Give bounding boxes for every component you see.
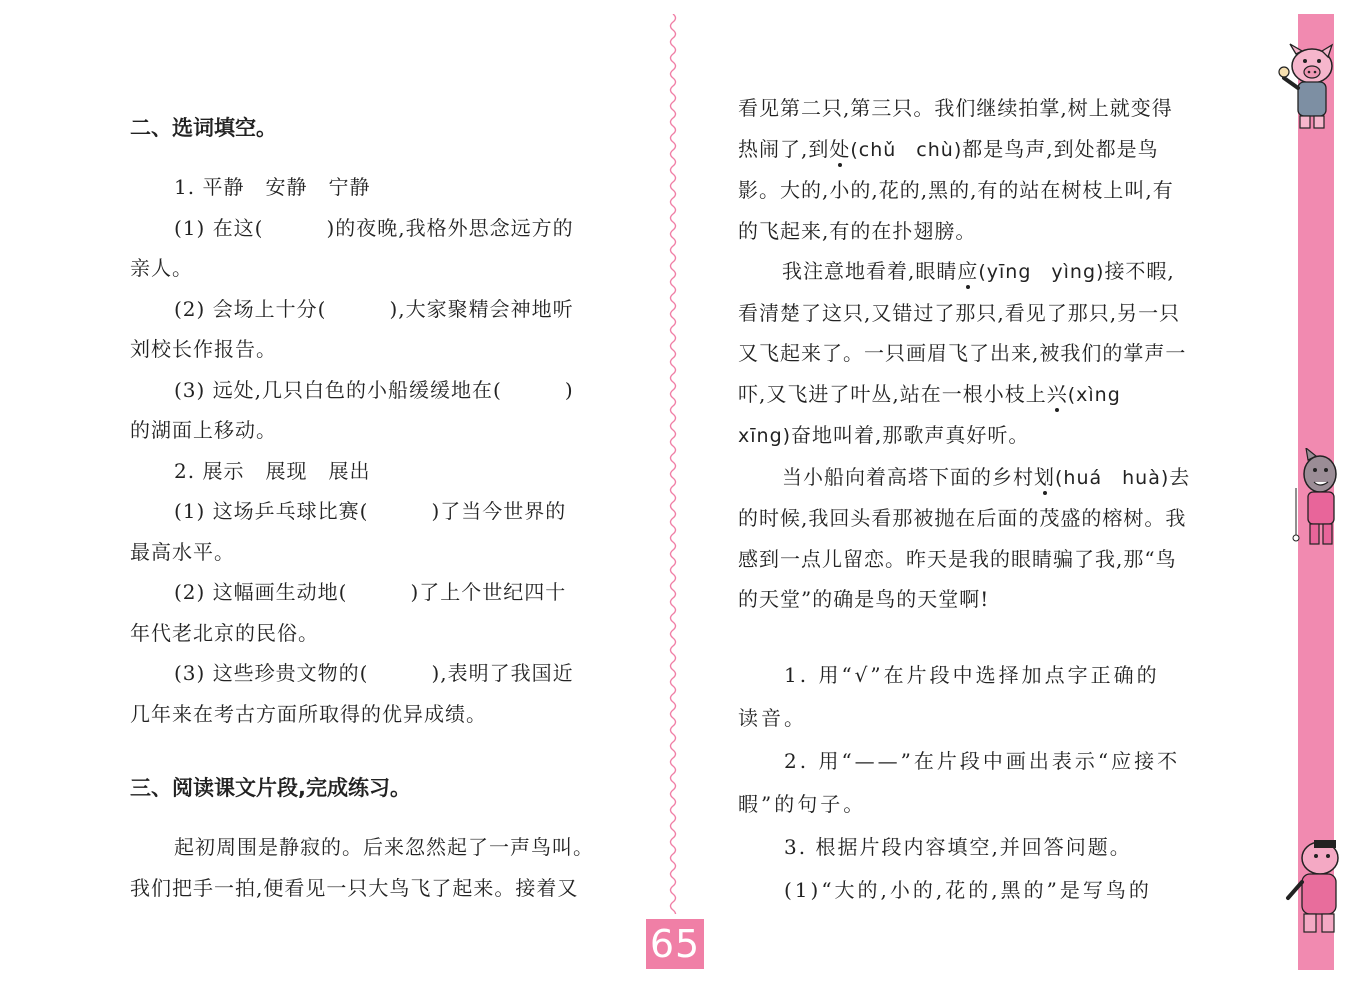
right-page <box>690 0 1350 984</box>
word-group-1: 1. 平静 安静 宁静 <box>174 175 371 199</box>
left-page <box>0 0 660 984</box>
passage-line: 影。大的,小的,花的,黑的,有的站在树枝上叫,有 <box>738 178 1174 202</box>
passage-line: 又飞起来了。一只画眉飞了出来,被我们的掌声一 <box>738 341 1187 365</box>
dotted-char: 划 <box>1034 464 1055 489</box>
dotted-char: 处 <box>829 136 851 161</box>
passage-line: 感到一点儿留恋。昨天是我的眼睛骗了我,那“鸟 <box>738 546 1177 571</box>
passage-line: 起初周围是静寂的。后来忽然起了一声鸟叫。 <box>174 835 594 859</box>
passage-line: 吓,又飞进了叶丛,站在一根小枝上兴(xìng <box>738 381 1121 406</box>
question-line: 刘校长作报告。 <box>130 337 277 361</box>
wolf-mascot-icon <box>1286 448 1344 552</box>
pinyin-options: (yīng yìng) <box>978 261 1105 283</box>
center-wavy-divider <box>666 14 680 914</box>
passage-line: 的天堂”的确是鸟的天堂啊! <box>738 587 990 611</box>
passage-line: 我们把手一拍,便看见一只大鸟飞了起来。接着又 <box>130 875 579 900</box>
question-line: 的湖面上移动。 <box>130 418 277 442</box>
passage-line: 的时候,我回头看那被抛在后面的茂盛的榕树。我 <box>738 506 1187 530</box>
passage-start <box>130 827 594 908</box>
section-3-title: 三、阅读课文片段,完成练习。 <box>130 776 411 800</box>
passage-line: 看清楚了这只,又错过了那只,看见了那只,另一只 <box>738 300 1181 325</box>
exercise-block-1 <box>130 167 574 734</box>
question-line: (2) 会场上十分( ),大家聚精会神地听 <box>174 296 574 321</box>
exercise-item: (1)“大的,小的,花的,黑的”是写鸟的 <box>784 878 1152 902</box>
pinyin-options: (xìng <box>1067 383 1121 406</box>
question-line: (1) 这场乒乓球比赛( )了当今世界的 <box>174 499 567 523</box>
exercise-item: 读音。 <box>738 706 807 730</box>
dotted-char: 兴 <box>1046 381 1068 406</box>
passage-line: 的飞起来,有的在扑翅膀。 <box>738 218 977 243</box>
passage-line: 热闹了,到处(chǔ chù)都是鸟声,到处都是鸟 <box>738 136 1159 161</box>
question-line: (2) 这幅画生动地( )了上个世纪四十 <box>174 580 567 604</box>
pinyin-options: xīng) <box>738 425 792 447</box>
passage-continued <box>738 88 1190 620</box>
cartoon-mascot-icon <box>1284 838 1344 938</box>
question-line: (3) 这些珍贵文物的( ),表明了我国近 <box>174 661 574 685</box>
exercise-item: 3. 根据片段内容填空,并回答问题。 <box>784 835 1132 859</box>
dotted-char: 应 <box>957 259 979 283</box>
pinyin-options: (chǔ chù) <box>850 138 963 161</box>
question-line: 几年来在考古方面所取得的优异成绩。 <box>130 701 487 726</box>
question-line: (1) 在这( )的夜晚,我格外思念远方的 <box>174 215 574 240</box>
exercise-item: 暇”的句子。 <box>738 792 867 816</box>
exercise-item: 1. 用“√”在片段中选择加点字正确的 <box>784 663 1160 687</box>
passage-line: xīng)奋地叫着,那歌声真好听。 <box>738 423 1030 447</box>
section-2-title: 二、选词填空。 <box>130 116 277 140</box>
pig-mascot-icon <box>1278 42 1342 132</box>
passage-line: 我注意地看着,眼睛应(yīng yìng)接不暇, <box>782 259 1175 283</box>
passage-line: 看见第二只,第三只。我们继续拍掌,树上就变得 <box>738 96 1173 120</box>
question-line: 亲人。 <box>130 256 193 280</box>
word-group-2: 2. 展示 展现 展出 <box>174 458 371 483</box>
question-line: 年代老北京的民俗。 <box>130 620 319 645</box>
exercises <box>738 654 1180 912</box>
exercise-item: 2. 用“——”在片段中画出表示“应接不 <box>784 749 1181 773</box>
pinyin-options: (huá huà) <box>1055 466 1170 489</box>
question-line: (3) 远处,几只白色的小船缓缓地在( ) <box>174 377 574 402</box>
question-line: 最高水平。 <box>130 539 235 564</box>
passage-line: 当小船向着高塔下面的乡村划(huá huà)去 <box>782 464 1191 489</box>
page-number: 65 <box>646 919 704 969</box>
